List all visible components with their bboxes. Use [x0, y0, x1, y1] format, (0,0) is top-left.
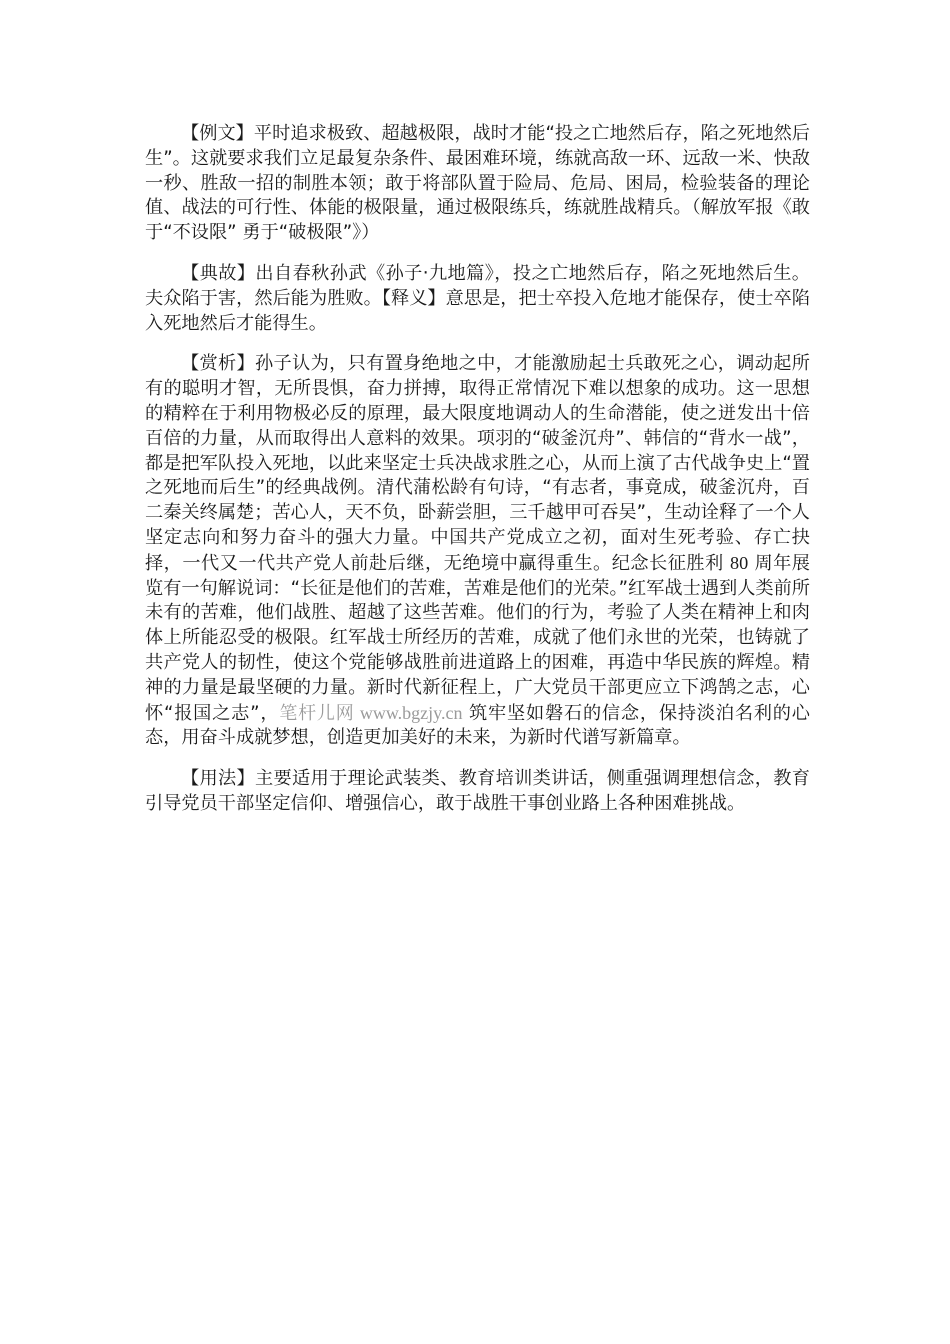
- example-paragraph: 【例文】平时追求极致、超越极限，战时才能“投之亡地然后存，陷之死地然后生”。这就要求我们立足最复杂条件、最困难环境，练就高敌一环、远敌一米、快敌一秒、胜敌一招的制胜本领；敢于将部队置于险局、危局、困局，检验装备的理论值、战法的可行性、体能的极限量，通过极限练兵，练就胜战精兵。（解放军报《敢于“不设限” 勇于“破极限”》）: [145, 123, 810, 244]
- analysis-text-3: 筑牢坚如磐石的信念，保持淡泊名利的心态，用奋斗成就梦想，创造更加美好的未来，为新时代谱写新篇章。: [145, 702, 810, 749]
- analysis-paragraph: [145, 352, 810, 751]
- watermark-text: 笔杆儿网 www.bgzjy.cn: [279, 702, 463, 723]
- analysis-number: 80: [729, 552, 749, 573]
- analysis-text-1: 【赏析】孙子认为，只有置身绝地之中，才能激励起士兵敢死之心，调动起所有的聪明才智，无所畏惧，奋力拼搏，取得正常情况下难以想象的成功。这一思想的精粹在于利用物极必反的原理，最大限度地调动人的生命潜能，使之迸发出十倍百倍的力量，从而取得出人意料的效果。项羽的“破釜沉舟”、韩信的“背水一战”，都是把军队投入死地，以此来坚定士兵决战求胜之心，从而上演了古代战争史上“置之死地而后生”的经典战例。清代蒲松龄有句诗，“有志者，事竟成，破釜沉舟，百二秦关终属楚；苦心人，天不负，卧薪尝胆，三千越甲可吞吴”，生动诠释了一个人坚定志向和努力奋斗的强大力量。中国共产党成立之初，面对生死考验、存亡抉择，一代又一代共产党人前赴后继，无绝境中赢得重生。纪念长征胜利: [145, 353, 810, 574]
- analysis-text-2: 周年展览有一句解说词：“长征是他们的苦难，苦难是他们的光荣。”红军战士遇到人类前所未有的苦难，他们战胜、超越了这些苦难。他们的行为，考验了人类在精神上和肉体上所能忍受的极限。红军战士所经历的苦难，成就了他们永世的光荣，也铸就了共产党人的韧性，使这个党能够战胜前进道路上的困难，再造中华民族的辉煌。精神的力量是最坚硬的力量。新时代新征程上，广大党员干部更应立下鸿鹄之志，心怀“报国之志”，: [145, 552, 810, 724]
- allusion-paragraph: 【典故】出自春秋孙武《孙子·九地篇》，投之亡地然后存，陷之死地然后生。夫众陷于害，然后能为胜败。【释义】意思是，把士卒投入危地才能保存，使士卒陷入死地然后才能得生。: [145, 262, 810, 334]
- usage-paragraph: 【用法】主要适用于理论武装类、教育培训类讲话，侧重强调理想信念，教育引导党员干部坚定信仰、增强信心，敢于战胜干事创业路上各种困难挑战。: [145, 768, 810, 814]
- document-page: [145, 122, 810, 833]
